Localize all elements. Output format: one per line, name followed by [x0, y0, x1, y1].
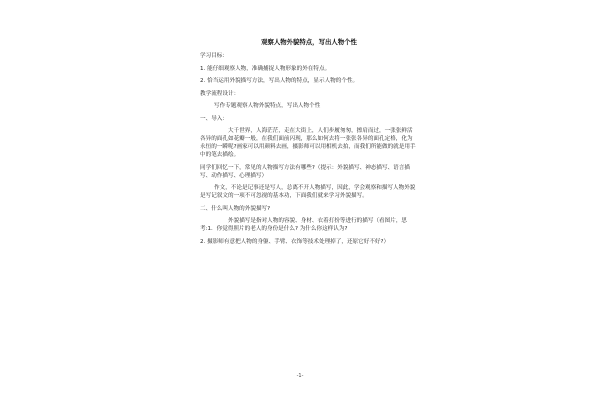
paragraph-recall-question: 同学们回忆一下，常见的人物描写方法有哪些?（提示：外貌描写、神态描写、语言描写、动作描写、心理描写） — [200, 164, 410, 179]
paragraph-goal-2: 2. 恰当运用外貌描写方法，写出人物的特点，显示人物的个性。 — [200, 78, 359, 84]
paragraph-goal-1: 1. 能仔细观察人物，准确捕捉人物形象的外在特点。 — [200, 65, 331, 72]
paragraph-question-2: 2. 摄影师有意把人物的身躯、手臂、衣饰等技术处理掉了，还原它好不好?） — [200, 238, 390, 245]
paragraph-definition: 外貌描写是指对人物的容貌、身材、衣着打扮等进行的描写（看图片，思考:1．你觉得照片的老人的身份是什么? 为什么你这样认为? — [200, 218, 408, 232]
document-body — [200, 38, 418, 250]
page-number: -1- — [296, 373, 304, 379]
paragraph-teaching-design-heading: 教学流程设计： — [200, 90, 240, 97]
paragraph-topic: 写作专题观察人物外貌特点，写出人物个性 — [214, 103, 321, 109]
paragraph-intro: 大千世界，人海茫茫，走在大街上，人们步履匆匆，擦肩而过，一张张鲜活各异的面孔如花瓣一般，在我们面前闪现，那么如何去将一张张各异的面孔定格，化为永恒的一瞬呢?画家可以用颜料去画，摄影师可以用相机去拍，而我们所能做的就是用手中的笔去描绘。 — [200, 128, 416, 158]
document-title: 观察人物外貌特点，写出人物个性 — [261, 38, 357, 46]
paragraph-writing-basics: 作文，不论是记事还是写人，总离不开人物描写，因此，学会观察和描写人物外貌是写记叙文的一项不可忽视的基本功，下面我们就来学习外貌描写。 — [200, 185, 416, 199]
paragraph-section-1-heading: 一、导入： — [200, 115, 228, 122]
paragraph-learning-goals-heading: 学习目标： — [200, 53, 228, 59]
paragraph-section-2-heading: 二、什么叫人物的外貌描写? — [200, 205, 271, 212]
